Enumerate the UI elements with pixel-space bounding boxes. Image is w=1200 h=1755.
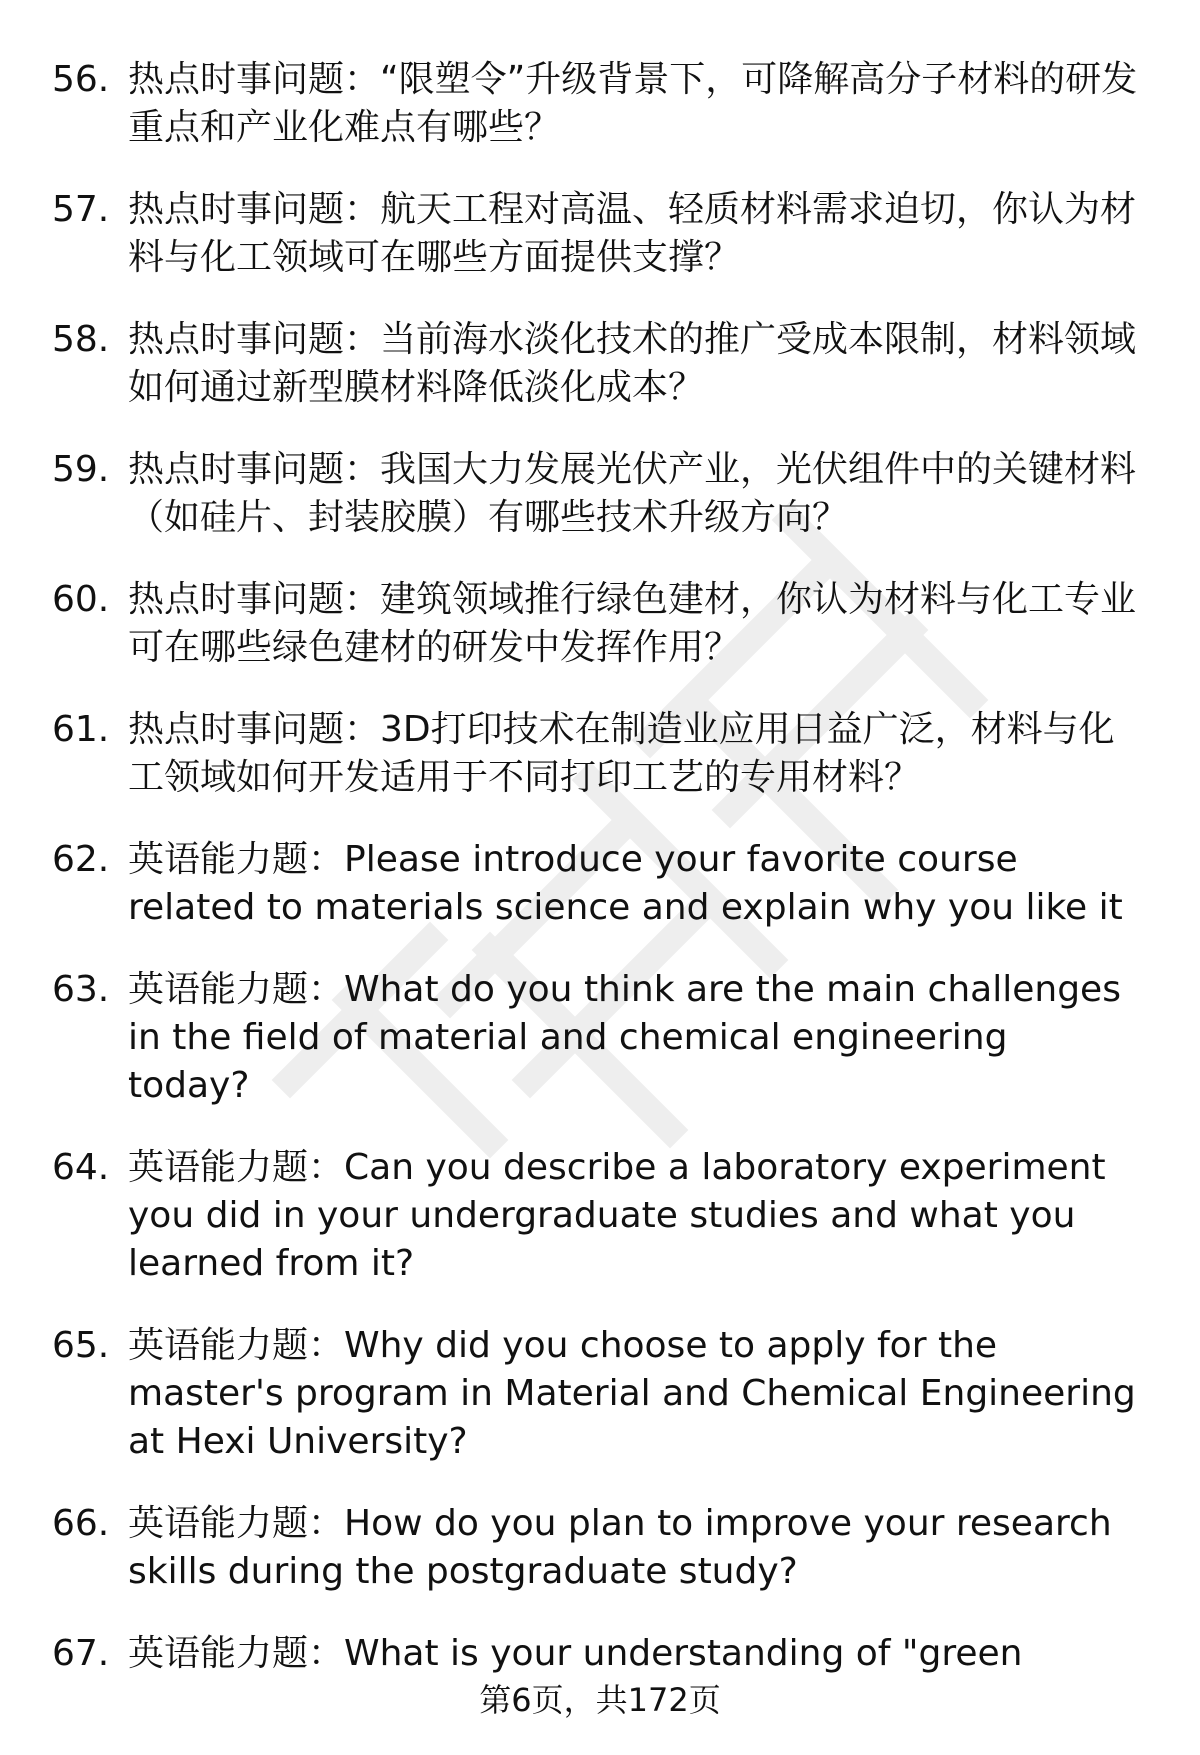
question-text: 热点时事问题：“限塑令”升级背景下，可降解高分子材料的研发重点和产业化难点有哪些？	[128, 59, 1138, 148]
question-text: 热点时事问题：3D打印技术在制造业应用日益广泛，材料与化工领域如何开发适用于不同打印工艺的专用材料？	[128, 709, 1115, 798]
question-list	[52, 56, 1152, 1712]
question-item	[52, 316, 1152, 412]
question-number: 59.	[52, 449, 110, 490]
question-number: 56.	[52, 59, 110, 100]
question-text: 英语能力题：What is your understanding of "green	[128, 1633, 1023, 1674]
question-text: 热点时事问题：建筑领域推行绿色建材，你认为材料与化工专业可在哪些绿色建材的研发中发挥作用？	[128, 579, 1137, 668]
question-number: 58.	[52, 319, 110, 360]
question-number: 67.	[52, 1633, 110, 1674]
question-number: 63.	[52, 969, 110, 1010]
question-number: 66.	[52, 1503, 110, 1544]
question-item	[52, 836, 1152, 932]
question-text: 英语能力题：Please introduce your favorite course related to materials science and explain why you like it	[128, 839, 1123, 928]
question-item	[52, 966, 1152, 1110]
question-item	[52, 1500, 1152, 1596]
question-text: 热点时事问题：当前海水淡化技术的推广受成本限制，材料领域如何通过新型膜材料降低淡化成本？	[128, 319, 1137, 408]
question-number: 62.	[52, 839, 110, 880]
question-text: 英语能力题：How do you plan to improve your research skills during the postgraduate study?	[128, 1503, 1112, 1592]
question-item	[52, 706, 1152, 802]
question-text: 英语能力题：Why did you choose to apply for the master's program in Material and Chemical Engineering at Hexi University?	[128, 1325, 1136, 1462]
question-item	[52, 186, 1152, 282]
question-text: 英语能力题：Can you describe a laboratory experiment you did in your undergraduate studies and what you learned from it?	[128, 1147, 1106, 1284]
question-item	[52, 576, 1152, 672]
question-number: 64.	[52, 1147, 110, 1188]
question-item	[52, 1144, 1152, 1288]
page-footer: 第6页，共172页	[479, 1681, 721, 1719]
question-number: 65.	[52, 1325, 110, 1366]
question-text: 英语能力题：What do you think are the main challenges in the field of material and chemical engineering today?	[128, 969, 1121, 1106]
question-number: 60.	[52, 579, 110, 620]
question-number: 57.	[52, 189, 110, 230]
question-number: 61.	[52, 709, 110, 750]
question-item	[52, 1630, 1152, 1678]
question-item	[52, 446, 1152, 542]
question-item	[52, 1322, 1152, 1466]
question-text: 热点时事问题：航天工程对高温、轻质材料需求迫切，你认为材料与化工领域可在哪些方面提供支撑？	[128, 189, 1137, 278]
question-item	[52, 56, 1152, 152]
question-text: 热点时事问题：我国大力发展光伏产业，光伏组件中的关键材料（如硅片、封装胶膜）有哪些技术升级方向？	[128, 449, 1137, 538]
